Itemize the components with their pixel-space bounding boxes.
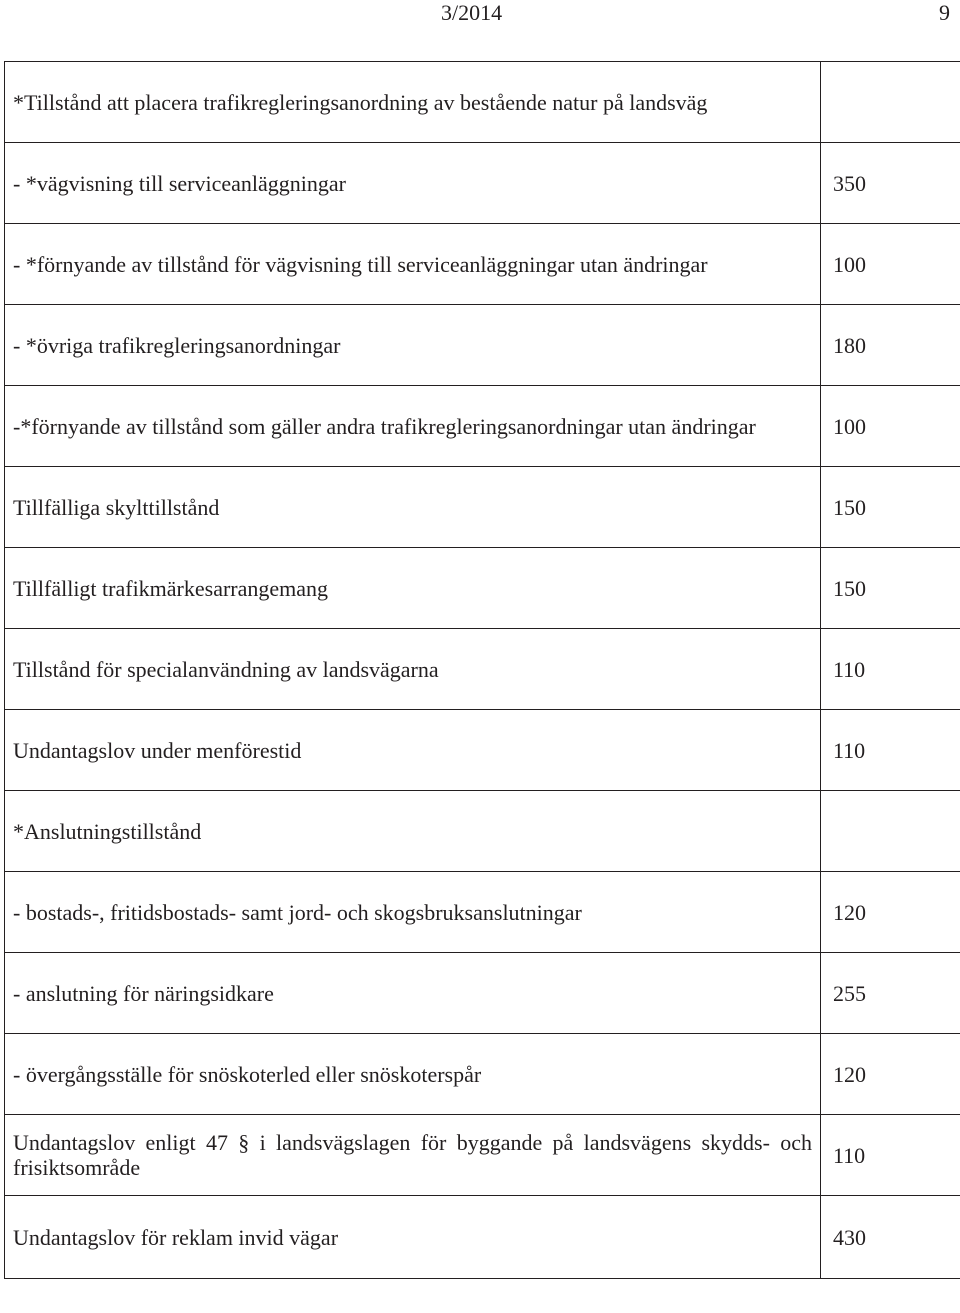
row-fee: 430 xyxy=(821,1196,960,1279)
table-row xyxy=(5,1034,960,1115)
row-description: Undantagslov för reklam invid vägar xyxy=(5,1196,821,1279)
row-fee: 110 xyxy=(821,1115,960,1196)
row-fee: 100 xyxy=(821,386,960,467)
row-fee: 120 xyxy=(821,1034,960,1115)
row-description: -*förnyande av tillstånd som gäller andra trafikregleringsanordningar utan ändringar xyxy=(5,386,821,467)
table-row xyxy=(5,548,960,629)
table-row xyxy=(5,467,960,548)
row-fee: 100 xyxy=(821,224,960,305)
row-fee xyxy=(821,62,960,143)
table-row xyxy=(5,872,960,953)
row-description: Tillfälliga skylttillstånd xyxy=(5,467,821,548)
row-description: - *vägvisning till serviceanläggningar xyxy=(5,143,821,224)
row-fee: 120 xyxy=(821,872,960,953)
table-row xyxy=(5,1196,960,1279)
row-description: - övergångsställe för snöskoterled eller snöskoterspår xyxy=(5,1034,821,1115)
row-fee: 255 xyxy=(821,953,960,1034)
row-fee: 150 xyxy=(821,467,960,548)
table-row xyxy=(5,62,960,143)
table-row xyxy=(5,143,960,224)
row-description: - *förnyande av tillstånd för vägvisning till serviceanläggningar utan ändringar xyxy=(5,224,821,305)
issue-number: 3/2014 xyxy=(441,0,503,25)
row-fee: 110 xyxy=(821,710,960,791)
row-description: - anslutning för näringsidkare xyxy=(5,953,821,1034)
row-fee xyxy=(821,791,960,872)
row-description: Undantagslov under menförestid xyxy=(5,710,821,791)
row-description: *Anslutningstillstånd xyxy=(5,791,821,872)
table-row xyxy=(5,305,960,386)
row-fee: 180 xyxy=(821,305,960,386)
table-row xyxy=(5,224,960,305)
table-row xyxy=(5,386,960,467)
row-description: Tillstånd för specialanvändning av landsvägarna xyxy=(5,629,821,710)
row-fee: 350 xyxy=(821,143,960,224)
row-description: Undantagslov enligt 47 § i landsvägslagen för byggande på landsvägens skydds- och frisiktsområde xyxy=(5,1115,821,1196)
row-description: *Tillstånd att placera trafikregleringsanordning av bestående natur på landsväg xyxy=(5,62,821,143)
page-header xyxy=(0,0,960,26)
table-row xyxy=(5,953,960,1034)
row-description: Tillfälligt trafikmärkesarrangemang xyxy=(5,548,821,629)
row-description: - *övriga trafikregleringsanordningar xyxy=(5,305,821,386)
table-row xyxy=(5,1115,960,1196)
row-description: - bostads-, fritidsbostads- samt jord- och skogsbruksanslutningar xyxy=(5,872,821,953)
row-fee: 110 xyxy=(821,629,960,710)
table-row xyxy=(5,710,960,791)
table-row xyxy=(5,629,960,710)
row-fee: 150 xyxy=(821,548,960,629)
fee-table xyxy=(4,61,960,1279)
table-row xyxy=(5,791,960,872)
page-number: 9 xyxy=(939,0,950,25)
